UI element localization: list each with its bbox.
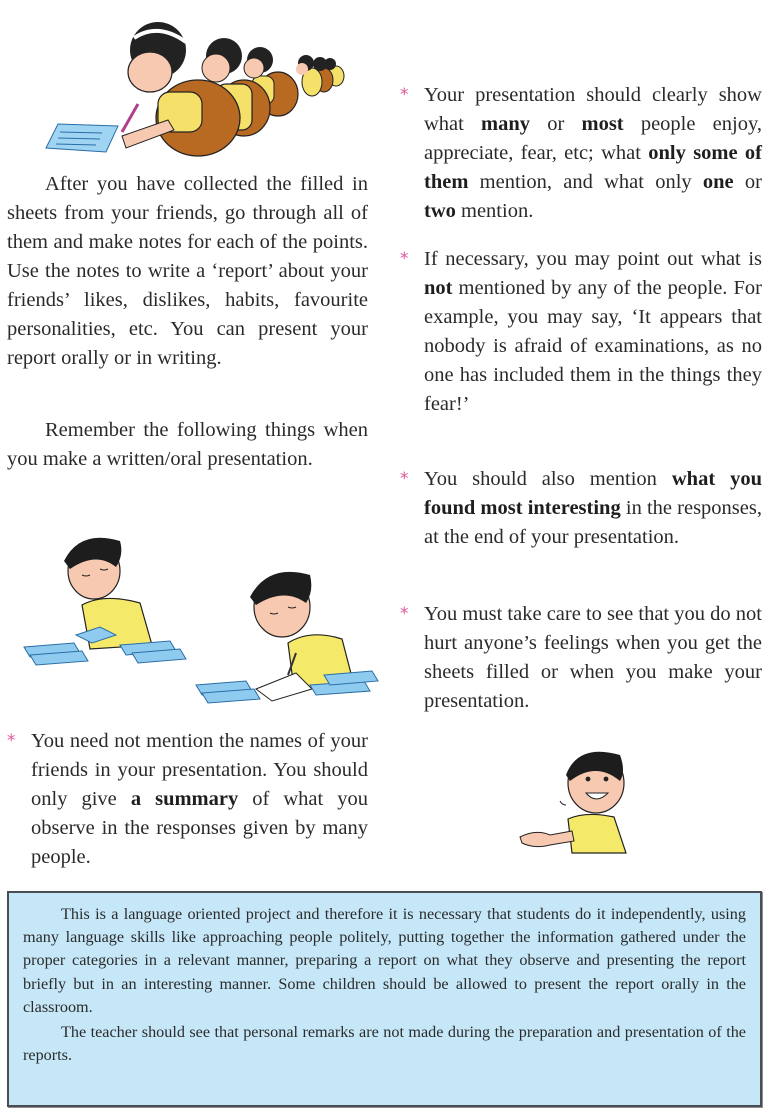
- bullet-feelings: [400, 600, 762, 716]
- bullet-text: You should also mention what you found most interesting in the responses, at the end of your presentation.: [424, 468, 762, 548]
- emphasis: only some of them: [424, 142, 763, 193]
- asterisk-bullet-icon: *: [7, 731, 16, 751]
- emphasis: a summary: [130, 788, 239, 810]
- girls-writing-illustration: [38, 8, 348, 160]
- asterisk-bullet-icon: *: [400, 469, 409, 489]
- reminder-paragraph: Remember the following things when you make a written/oral presentation.: [7, 419, 368, 470]
- boy-presenting-icon: [516, 745, 646, 855]
- bullet-summary: [7, 727, 368, 872]
- boys-with-sheets-illustration: [20, 525, 390, 705]
- bullet-text: If necessary, you may point out what is not mentioned by any of the people. For example, you may say, ‘It appears that nobody is afraid of examinations, as no one has included them in the things they fear!’: [424, 248, 762, 415]
- boys-sorting-sheets-icon: [20, 525, 390, 705]
- asterisk-bullet-icon: *: [400, 85, 409, 105]
- emphasis: most: [581, 113, 624, 135]
- bullet-text: You need not mention the names of your friends in your presentation. You should only give a summary of what you observe in the responses given by many people.: [31, 730, 368, 868]
- bullet-text: You must take care to see that you do not hurt anyone’s feelings when you get the sheets filled or when you make your presentation.: [424, 603, 762, 712]
- intro-paragraph: After you have collected the filled in sheets from your friends, go through all of them and make notes for each of the points. Use the notes to write a ‘report’ about your friends’ likes, dislikes, habits, favourite personalities, etc. You can present your report orally or in writing.: [7, 173, 368, 369]
- bullet-not-mentioned: [400, 245, 762, 419]
- asterisk-bullet-icon: *: [400, 604, 409, 624]
- asterisk-bullet-icon: *: [400, 249, 409, 269]
- emphasis: many: [481, 113, 531, 135]
- bullet-text: Your presentation should clearly show what many or most people enjoy, appreciate, fear, etc; what only some of them mention, and what only one or two mention.: [424, 84, 763, 222]
- boy-presenting-illustration: [516, 745, 646, 855]
- girls-writing-icon: [38, 8, 348, 160]
- bullet-most-interesting: [400, 465, 762, 552]
- bullet-many-most: [400, 81, 762, 226]
- emphasis: two: [424, 200, 456, 222]
- emphasis: one: [702, 171, 734, 193]
- teacher-note-paragraph-1: This is a language oriented project and therefore it is necessary that students do it independently, using many language skills like approaching people politely, putting together the information gathered under the proper categories in a relevant manner, preparing a report on what they observe and presenting the report briefly but in an interesting manner. Some children should be allowed to present the report orally in the classroom.: [23, 905, 746, 1016]
- teacher-note-box: [7, 891, 762, 1107]
- emphasis: not: [424, 277, 453, 299]
- emphasis: what you found most interesting: [424, 468, 762, 519]
- teacher-note-paragraph-2: The teacher should see that personal remarks are not made during the preparation and presentation of the reports.: [23, 1023, 746, 1065]
